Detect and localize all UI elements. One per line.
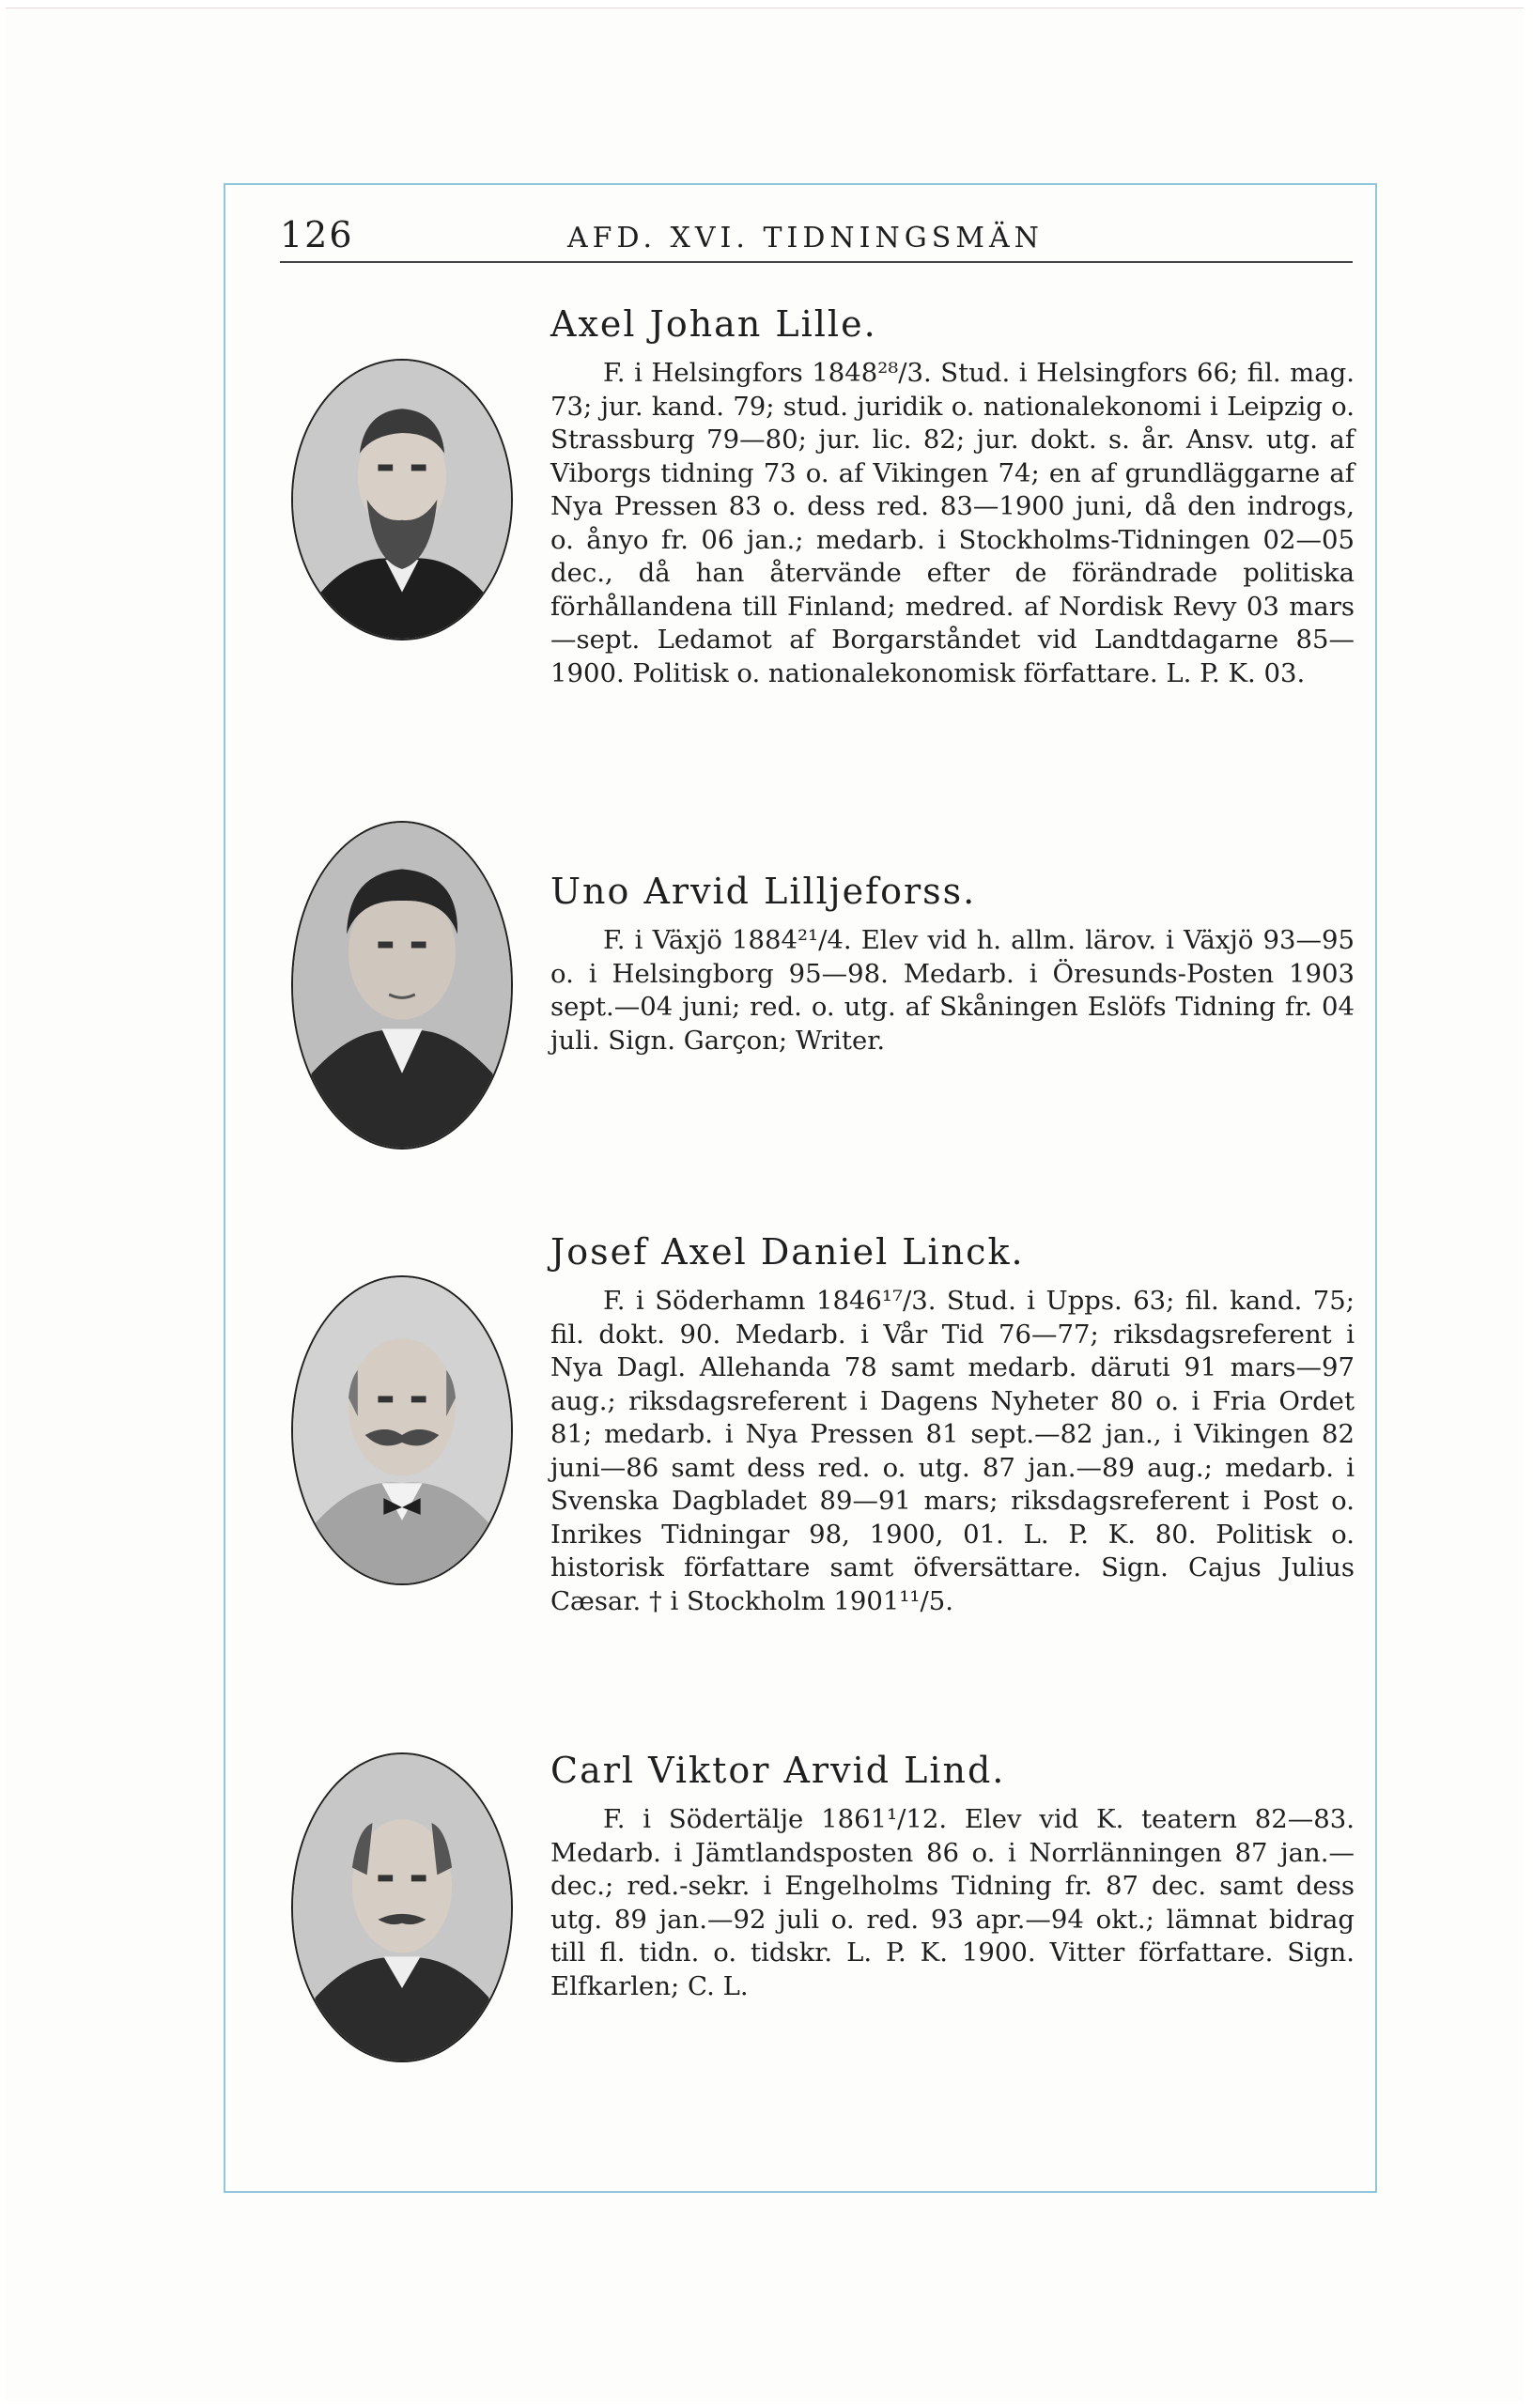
running-head — [280, 214, 1353, 263]
biography-entry — [280, 1749, 1353, 2162]
entry-text — [550, 302, 1355, 690]
biography-text: F. i Södertälje 1861¹/12. Elev vid K. teatern 82—83. Medarb. i Jämtlandsposten 86 o. i Norrlänningen 87 jan.—dec.; red.-sekr. i Engelholms Tidning fr. 87 dec. samt dess utg. 89 jan.—92 juli o. red. 93 apr.—94 okt.; lämnat bidrag till fl. tidn. o. tidskr. L. P. K. 1900. Vitter författare. Sign. Elfkarlen; C. L. — [550, 1804, 1355, 2001]
portrait-young-man-icon — [291, 821, 513, 1150]
page-number: 126 — [280, 214, 354, 255]
person-name: Carl Viktor Arvid Lind. — [550, 1750, 1006, 1791]
entry-text — [550, 870, 1355, 1057]
biography-text: F. i Helsingfors 1848²⁸/3. Stud. i Helsingfors 66; fil. mag. 73; jur. kand. 79; stud. juridik o. nationalekonomi i Leipzig o. Strassburg 79—80; jur. lic. 82; jur. dokt. s. år. Ansv. utg. af Viborgs tidning 73 o. af Vikingen 74; en af grundläggarne af Nya Pressen 83 o. dess red. 83—1900 juni, då den indrogs, o. ånyo fr. 06 jan.; medarb. i Stockholms-Tidningen 02—05 dec., då han återvände efter de förändrade politiska förhållandena till Finland; medred. af Nordisk Revy 03 mars—sept. Ledamot af Borgarståndet vid Landtdagarne 85—1900. Politisk o. nationalekonomisk författare. L. P. K. 03. — [550, 358, 1355, 688]
biography-entry — [280, 817, 1353, 1155]
biography-entry — [280, 1230, 1353, 1794]
person-name: Axel Johan Lille. — [550, 303, 877, 345]
portrait-bearded-man-icon — [291, 359, 513, 641]
biography-text: F. i Växjö 1884²¹/4. Elev vid h. allm. lärov. i Växjö 93—95 o. i Helsingborg 95—98. Medarb. i Öresunds-Posten 1903 sept.—04 juni; red. o. utg. af Skåningen Eslöfs Tidning fr. 04 juli. Sign. Garçon; Writer. — [550, 925, 1355, 1056]
biography-text: F. i Söderhamn 1846¹⁷/3. Stud. i Upps. 63; fil. kand. 75; fil. dokt. 90. Medarb. i Vår Tid 76—77; riksdagsreferent i Nya Dagl. Allehanda 78 samt medarb. däruti 91 mars—97 aug.; riksdagsreferent i Dagens Nyheter 80 o. i Fria Ordet 81; medarb. i Nya Pressen 81 sept.—82 jan., i Vikingen 82 juni—86 samt dess red. o. utg. 87 jan.—89 aug.; medarb. i Svenska Dagbladet 89—91 mars; riksdagsreferent i Post o. Inrikes Tidningar 98, 1900, 01. L. P. K. 80. Politisk o. historisk författare samt öfversättare. Sign. Cajus Julius Cæsar. † i Stockholm 1901¹¹/5. — [550, 1286, 1355, 1616]
person-name: Josef Axel Daniel Linck. — [550, 1231, 1025, 1273]
entry-text — [550, 1230, 1355, 1618]
section-title: AFD. XVI. TIDNINGSMÄN — [567, 222, 1044, 255]
portrait-balding-man-icon — [291, 1752, 513, 2062]
entry-text — [550, 1749, 1355, 2003]
person-name: Uno Arvid Lilljeforss. — [550, 871, 977, 912]
biography-entry — [280, 302, 1353, 791]
portrait-mustached-man-icon — [291, 1275, 513, 1585]
